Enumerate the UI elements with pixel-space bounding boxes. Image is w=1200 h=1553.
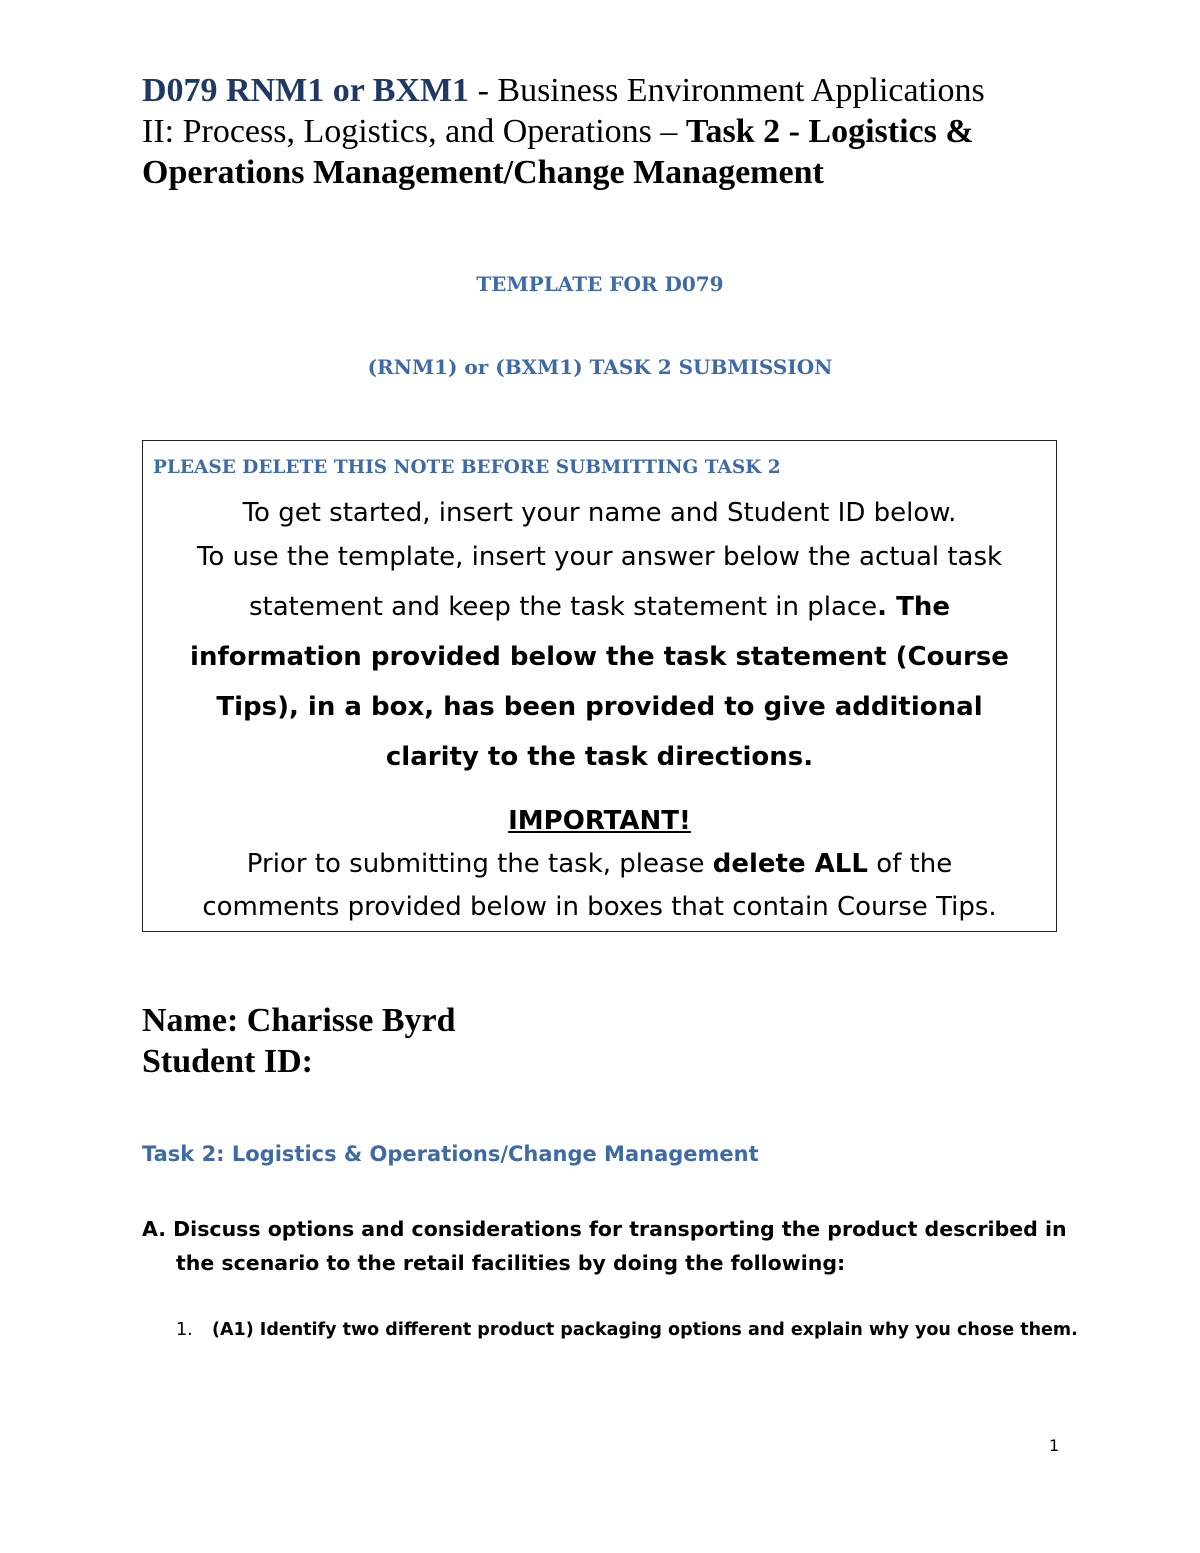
list-item-a1 xyxy=(176,1320,1078,1340)
note-line-3-regular: statement and keep the task statement in place xyxy=(249,592,878,622)
task-heading: Task 2: Logistics & Operations/Change Management xyxy=(142,1142,759,1166)
note-line-4-text: information provided below the task statement (Course xyxy=(190,642,1009,672)
note-line-6 xyxy=(143,735,1056,779)
section-a-line-2: the scenario to the retail facilities by doing the following: xyxy=(176,1251,846,1275)
note-line-6-text: clarity to the task directions. xyxy=(385,742,814,772)
note-line-4 xyxy=(143,635,1056,679)
title-separator: - xyxy=(469,72,498,109)
prior-text-bold: delete ALL xyxy=(712,849,868,879)
student-info xyxy=(142,1000,456,1082)
prior-text-b: of the xyxy=(867,849,953,879)
template-heading: TEMPLATE FOR D079 xyxy=(476,272,724,296)
student-name: Name: Charisse Byrd xyxy=(142,1002,456,1039)
task-title-part1: Task 2 - Logistics & xyxy=(685,113,974,150)
note-line-1: To get started, insert your name and Student ID below. xyxy=(242,498,957,528)
list-item-text: (A1) Identify two different product packaging options and explain why you chose them. xyxy=(212,1320,1078,1340)
submission-heading: (RNM1) or (BXM1) TASK 2 SUBMISSION xyxy=(367,355,833,379)
course-name-part2: II: Process, Logistics, and Operations – xyxy=(142,113,686,150)
course-code: D079 RNM1 or BXM1 xyxy=(142,72,470,109)
section-a-line-1: A. Discuss options and considerations for transporting the product described in xyxy=(142,1217,1067,1241)
list-item-number: 1. xyxy=(176,1320,193,1340)
student-id: Student ID: xyxy=(142,1043,313,1080)
note-line-2: To use the template, insert your answer below the actual task xyxy=(196,542,1003,572)
section-a xyxy=(142,1212,1067,1280)
note-line-5 xyxy=(143,685,1056,729)
course-name-part1: Business Environment Applications xyxy=(497,72,985,109)
note-line-3-bold: . The xyxy=(877,592,950,622)
prior-text-a: Prior to submitting the task, please xyxy=(246,849,713,879)
important-label: IMPORTANT! xyxy=(508,806,691,836)
note-header: PLEASE DELETE THIS NOTE BEFORE SUBMITTING TASK 2 xyxy=(153,457,781,478)
document-title xyxy=(142,70,1062,193)
note-line-3 xyxy=(143,585,1056,629)
note-comments-line: comments provided below in boxes that contain Course Tips. xyxy=(202,892,997,922)
task-title-part2: Operations Management/Change Management xyxy=(142,154,824,191)
note-prior-line xyxy=(143,843,1056,886)
note-body xyxy=(143,491,1056,929)
instruction-note-box xyxy=(142,440,1057,932)
page-number: 1 xyxy=(1049,1436,1060,1455)
note-line-5-text: Tips), in a box, has been provided to give additional xyxy=(216,692,983,722)
